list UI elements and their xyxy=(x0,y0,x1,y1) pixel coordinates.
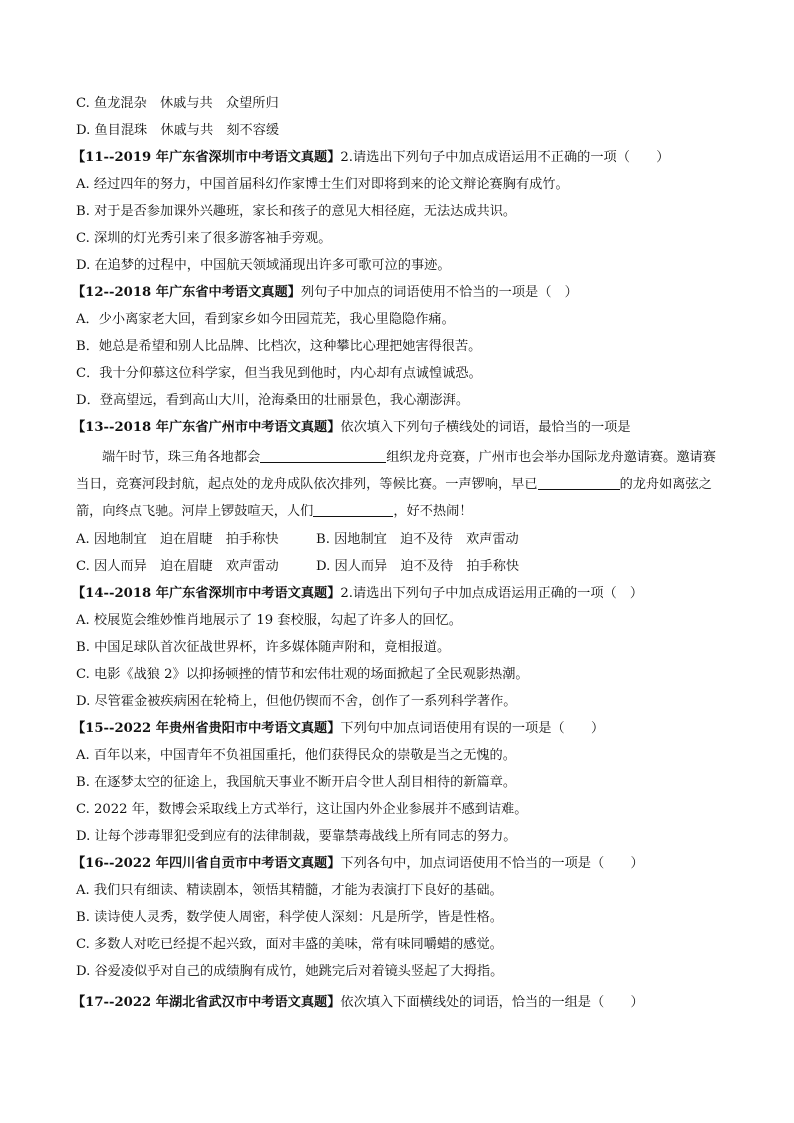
option-d: D. 谷爱凌似乎对自己的成绩胸有成竹，她跳完后对着镜头竖起了大拇指。 xyxy=(76,964,504,979)
passage-part-2: 组织龙舟竞赛，广州市也会举办国际龙舟邀请赛。邀请赛当日，竞赛河段封航，起点处的龙舟成队依次排列，等候比赛。一声锣响，早已 xyxy=(76,450,716,492)
question-stem: 2.请选出下列句子中加点成语运用正确的一项（ ） xyxy=(340,586,644,601)
question-source-tag: 【15--2022 年贵州省贵阳市中考语文真题】 xyxy=(72,721,341,736)
option-b: B. 对于是否参加课外兴趣班，家长和孩子的意见大相径庭，无法达成共识。 xyxy=(76,204,517,219)
question-source-tag: 【16--2022 年四川省自贡市中考语文真题】 xyxy=(72,856,341,871)
option-d: D. 在追梦的过程中，中国航天领域涌现出许多可歌可泣的事迹。 xyxy=(76,258,451,273)
option-d: D. 因人而异 迫不及待 拍手称快 xyxy=(316,559,520,574)
option-b: B. 在逐梦太空的征途上，我国航天事业不断开启令世人刮目相待的新篇章。 xyxy=(76,775,517,790)
option-d-prev: D. 鱼目混珠 休戚与共 刻不容缓 xyxy=(76,123,280,138)
passage-part-4: ，好不热闹！ xyxy=(393,504,473,519)
option-c-prev: C. 鱼龙混杂 休戚与共 众望所归 xyxy=(76,96,279,111)
passage-part-3: 的龙舟如离弦之箭，向终点飞驰。河岸上锣鼓喧天，人们 xyxy=(76,477,712,519)
option-b: B. 因地制宜 迫不及待 欢声雷动 xyxy=(316,532,519,547)
question-17-header xyxy=(72,994,732,1012)
option-a: A. 校展览会维妙惟肖地展示了 19 套校服，勾起了许多人的回忆。 xyxy=(76,613,462,628)
option-c: C. 电影《战狼 2》以抑扬顿挫的情节和宏伟壮观的场面掀起了全民观影热潮。 xyxy=(76,667,529,682)
question-stem: 依次填入下列句子横线处的词语，最恰当的一项是 xyxy=(340,420,631,435)
question-14-header xyxy=(72,585,732,603)
option-c: C．我十分仰慕这位科学家，但当我见到他时，内心却有点诚惶诚恐。 xyxy=(76,366,482,381)
question-stem: 列句子中加点的词语使用不恰当的一项是（ ） xyxy=(300,285,578,300)
question-11-header xyxy=(72,149,732,167)
question-source-tag: 【17--2022 年湖北省武汉市中考语文真题】 xyxy=(72,995,341,1010)
question-stem: 2.请选出下列句子中加点成语运用不正确的一项（ ） xyxy=(340,150,670,165)
option-d: D. 让每个涉毒罪犯受到应有的法律制裁，要靠禁毒战线上所有同志的努力。 xyxy=(76,829,517,844)
question-12-header xyxy=(72,284,732,302)
passage xyxy=(76,444,724,525)
options-row-1 xyxy=(76,531,736,549)
question-stem: 下列各句中，加点词语使用不恰当的一项是（ ） xyxy=(340,856,644,871)
fill-blank-1 xyxy=(260,448,386,463)
option-c: C. 深圳的灯光秀引来了很多游客袖手旁观。 xyxy=(76,231,332,246)
option-a: A. 我们只有细读、精读剧本，领悟其精髓，才能为表演打下良好的基础。 xyxy=(76,883,503,898)
question-stem: 依次填入下面横线处的词语，恰当的一组是（ ） xyxy=(340,995,644,1010)
fill-blank-3 xyxy=(313,502,393,517)
option-d: D. 尽管霍金被疾病困在轮椅上，但他仍锲而不舍，创作了一系列科学著作。 xyxy=(76,694,517,709)
option-b: B．她总是希望和别人比品牌、比档次，这种攀比心理把她害得很苦。 xyxy=(76,339,482,354)
question-source-tag: 【14--2018 年广东省深圳市中考语文真题】 xyxy=(72,586,341,601)
question-stem: 下列句中加点词语使用有误的一项是（ ） xyxy=(340,721,605,736)
option-d: D．登高望远，看到高山大川，沧海桑田的壮丽景色，我心潮澎湃。 xyxy=(76,393,470,408)
option-a: A. 因地制宜 迫在眉睫 拍手称快 xyxy=(76,532,279,547)
option-a: A. 经过四年的努力，中国首届科幻作家博士生们对即将到来的论文辩论赛胸有成竹。 xyxy=(76,177,569,192)
option-b: B. 中国足球队首次征战世界杯，许多媒体随声附和，竟相报道。 xyxy=(76,640,451,655)
question-15-header xyxy=(72,720,732,738)
option-c: C. 2022 年，数博会采取线上方式举行，这让国内外企业参展并不感到诘难。 xyxy=(76,802,528,817)
option-a: A. 百年以来，中国青年不负祖国重托，他们获得民众的崇敬是当之无愧的。 xyxy=(76,748,516,763)
question-16-header xyxy=(72,855,732,873)
option-c: C. 多数人对吃已经提不起兴致，面对丰盛的美味，常有味同嚼蜡的感觉。 xyxy=(76,937,503,952)
option-c: C. 因人而异 迫在眉睫 欢声雷动 xyxy=(76,559,279,574)
passage-part-1: 端午时节，珠三角各地都会 xyxy=(102,450,261,465)
fill-blank-2 xyxy=(538,475,620,490)
option-a: A．少小离家老大回，看到家乡如今田园荒芜，我心里隐隐作痛。 xyxy=(76,312,455,327)
question-source-tag: 【12--2018 年广东省中考语文真题】 xyxy=(72,285,301,300)
question-13-header xyxy=(72,419,732,437)
option-b: B. 读诗使人灵秀，数学使人周密，科学使人深刻：凡是所学，皆是性格。 xyxy=(76,910,503,925)
question-source-tag: 【11--2019 年广东省深圳市中考语文真题】 xyxy=(72,150,341,165)
question-source-tag: 【13--2018 年广东省广州市中考语文真题】 xyxy=(72,420,341,435)
options-row-2 xyxy=(76,558,736,576)
